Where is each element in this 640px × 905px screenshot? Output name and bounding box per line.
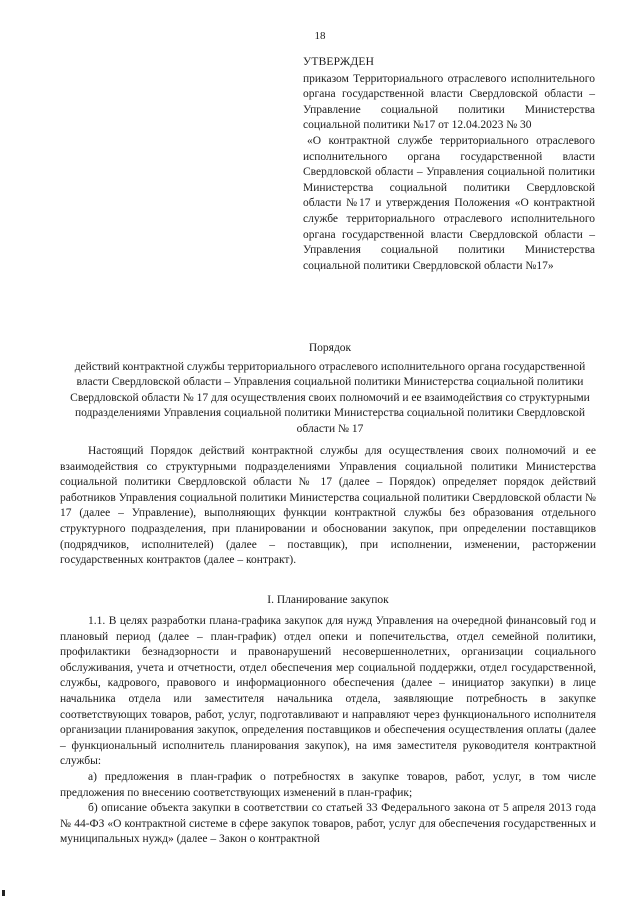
document-subtitle: действий контрактной службы территориального отраслевого исполнительного органа государственной власти Свердловской области – Управления социальной политики Министерства социальной политики Свердловской области № 17 для осуществления своих полномочий и ее взаимодействия со структурными подразделениями Управления социальной политики Министерства социальной политики Свердловской области № 17 bbox=[70, 360, 590, 435]
document-title bbox=[60, 341, 600, 437]
intro-paragraph: Настоящий Порядок действий контрактной службы для осуществления своих полномочий и ее взаимодействия со структурными подразделениями Управления социальной политики Министерства социальной политики Свердловской области № 17 (далее – Порядок) определяет порядок действий работников Управления социальной политики Министерства социальной политики Свердловской области № 17 (далее – Управление), выполняющих функции контрактной службы без образования отдельного структурного подразделения, при планировании и обосновании закупок, при определении поставщиков (подрядчиков, исполнителей) (далее – поставщик), при исполнении, изменении, расторжении государственных контрактов (далее – контракт). bbox=[60, 445, 596, 567]
page-number: 18 bbox=[314, 30, 326, 42]
clause-item-a: а) предложения в план-график о потребностях в закупке товаров, работ, услуг, в том числе предложения по внесению соответствующих изменений в план-график; bbox=[60, 770, 596, 799]
approval-quote: «О контрактной службе территориального отраслевого исполнительного органа государственной власти Свердловской области – Управления социальной политики Министерства социальной политики Свердловской области №17 и утверждения Положения «О контрактной службе территориального отраслевого исполнительного органа государственной власти Свердловской области – Управления социальной политики Министерства социальной политики Свердловской области №17» bbox=[303, 134, 595, 272]
section-title: I. Планирование закупок bbox=[267, 594, 389, 606]
approval-order: приказом Территориального отраслевого исполнительного органа государственной власти Свердловской области – Управление социальной политики Министерства социальной политики №17 от 12.04.2023 № 30 bbox=[303, 72, 595, 132]
approval-stamp bbox=[303, 55, 595, 274]
intro-paragraph-block bbox=[60, 444, 596, 569]
scan-edge-mark bbox=[2, 890, 5, 896]
document-heading: Порядок bbox=[308, 342, 352, 354]
clause-item-b: б) описание объекта закупки в соответствии со статьей 33 Федерального закона от 5 апреля 2013 года № 44-ФЗ «О контрактной системе в сфере закупок товаров, работ, услуг для обеспечения государственных и муниципальных нужд» (далее – Закон о контрактной bbox=[60, 802, 596, 846]
clause-1-1: 1.1. В целях разработки плана-графика закупок для нужд Управления на очередной финансовый год и плановый период (далее – план-график) отдел опеки и попечительства, отдел семейной политики, профилактики безнадзорности и правонарушений несовершеннолетних, организации социального обслуживания, учета и отчетности, отдел обеспечения мер социальной поддержки, отдел государственной, службы, кадрового, правового и информационного обеспечения (далее – инициатор закупки) в лице начальника отдела или заместителя начальника отдела, заявляющие потребность в закупке соответствующих товаров, работ, услуг, подготавливают и направляют через функционального исполнителя организации планирования закупок, определения поставщиков и обеспечения осуществления оплаты (далее – функциональный исполнитель планирования закупок), на имя заместителя руководителя контрактной службы: bbox=[60, 615, 596, 768]
section-body bbox=[60, 614, 596, 848]
approval-title: УТВЕРЖДЕН bbox=[303, 56, 375, 68]
